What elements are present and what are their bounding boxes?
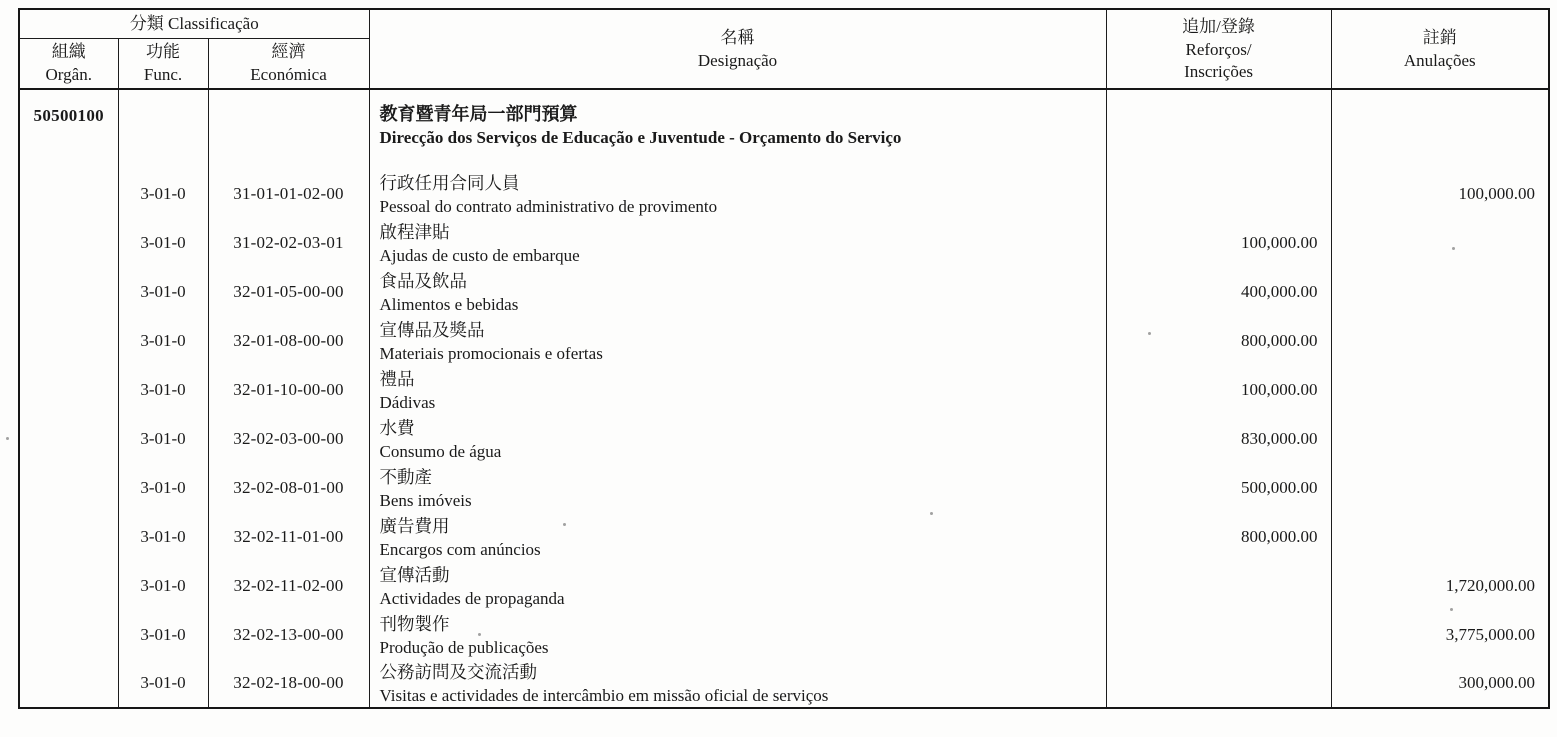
functional-header-zh: 功能 <box>146 42 180 62</box>
budget-table <box>18 8 1550 709</box>
economic-header-zh: 經濟 <box>271 42 306 62</box>
economic-code-cell: 31-01-01-02-00 <box>208 169 369 218</box>
budget-row <box>19 169 1549 218</box>
reinforcements-amount-cell: 800,000.00 <box>1106 512 1331 561</box>
scan-speck <box>478 633 481 636</box>
designation-text-pt: Produção de publicações <box>379 637 549 657</box>
economic-code-cell: 32-02-11-02-00 <box>208 561 369 610</box>
annulments-header-zh: 註銷 <box>1422 28 1457 47</box>
organ-code-cell <box>19 365 118 414</box>
budget-row <box>19 89 1549 169</box>
designation-cell <box>369 463 1106 512</box>
budget-row <box>19 218 1549 267</box>
economic-code-cell: 32-02-03-00-00 <box>208 414 369 463</box>
classification-group-header <box>19 9 369 38</box>
annulments-header-pt: Anulações <box>1403 51 1476 70</box>
annulments-amount-cell: 1,720,000.00 <box>1331 561 1549 610</box>
annulments-amount-cell <box>1331 414 1549 463</box>
scan-speck <box>6 437 9 440</box>
functional-code-cell: 3-01-0 <box>118 512 208 561</box>
designation-text-zh: 刊物製作 <box>379 613 450 634</box>
functional-code-cell: 3-01-0 <box>118 610 208 659</box>
designation-text-pt: Actividades de propaganda <box>379 588 565 608</box>
budget-row <box>19 610 1549 659</box>
functional-code-cell: 3-01-0 <box>118 169 208 218</box>
economic-code-cell: 32-02-11-01-00 <box>208 512 369 561</box>
designation-text-zh: 宣傳品及獎品 <box>379 319 485 340</box>
economic-code-cell: 32-01-08-00-00 <box>208 316 369 365</box>
organ-code-cell <box>19 463 118 512</box>
economic-code-cell: 32-01-05-00-00 <box>208 267 369 316</box>
reinforcements-amount-cell: 500,000.00 <box>1106 463 1331 512</box>
classification-group-label: 分類 Classificação <box>129 14 259 34</box>
functional-code-cell: 3-01-0 <box>118 316 208 365</box>
functional-code-cell: 3-01-0 <box>118 659 208 708</box>
organ-code-cell <box>19 512 118 561</box>
designation-text-zh: 食品及飲品 <box>379 270 468 291</box>
designation-text-zh: 水費 <box>379 417 415 438</box>
budget-row <box>19 316 1549 365</box>
designation-cell <box>369 169 1106 218</box>
annulments-column-header <box>1331 9 1549 89</box>
designation-text-pt: Materiais promocionais e ofertas <box>379 343 603 363</box>
designation-cell <box>369 659 1106 708</box>
scan-speck <box>1148 332 1151 335</box>
designation-text-zh: 公務訪問及交流活動 <box>379 662 538 682</box>
functional-code-cell <box>118 89 208 169</box>
economic-code-cell: 31-02-02-03-01 <box>208 218 369 267</box>
functional-column-header <box>118 38 208 89</box>
organ-code-cell <box>19 561 118 610</box>
designation-text-zh: 不動產 <box>379 466 433 487</box>
designation-cell <box>369 218 1106 267</box>
annulments-amount-cell <box>1331 89 1549 169</box>
reinforcements-amount-cell <box>1106 659 1331 708</box>
economic-code-cell: 32-02-13-00-00 <box>208 610 369 659</box>
budget-row <box>19 267 1549 316</box>
scan-speck <box>1452 247 1455 250</box>
organ-code-cell <box>19 316 118 365</box>
designation-text-zh: 宣傳活動 <box>379 564 450 585</box>
budget-row <box>19 512 1549 561</box>
reinforcements-header-pt-line1: Reforços/ <box>1185 40 1252 59</box>
designation-cell <box>369 512 1106 561</box>
annulments-amount-cell: 300,000.00 <box>1331 659 1549 708</box>
annulments-amount-cell <box>1331 218 1549 267</box>
designation-header-pt: Designação <box>697 51 778 70</box>
reinforcements-header-zh: 追加/登錄 <box>1182 17 1255 36</box>
organ-code-cell: 50500100 <box>19 89 118 169</box>
scan-speck <box>563 523 566 526</box>
functional-code-cell: 3-01-0 <box>118 561 208 610</box>
scan-speck <box>1450 608 1453 611</box>
annulments-amount-cell: 3,775,000.00 <box>1331 610 1549 659</box>
designation-cell <box>369 89 1106 169</box>
designation-column-header <box>369 9 1106 89</box>
organ-code-cell <box>19 610 118 659</box>
organ-header-pt: Orgân. <box>45 65 92 85</box>
reinforcements-amount-cell: 100,000.00 <box>1106 365 1331 414</box>
functional-code-cell: 3-01-0 <box>118 365 208 414</box>
designation-text-pt: Pessoal do contrato administrativo de provimento <box>379 196 718 216</box>
designation-text-pt: Alimentos e bebidas <box>379 294 519 314</box>
functional-code-cell: 3-01-0 <box>118 218 208 267</box>
budget-table-header <box>19 9 1549 89</box>
budget-row <box>19 365 1549 414</box>
organ-code-cell <box>19 218 118 267</box>
economic-code-cell: 32-02-08-01-00 <box>208 463 369 512</box>
designation-text-zh: 廣告費用 <box>379 515 450 536</box>
functional-code-cell: 3-01-0 <box>118 414 208 463</box>
organ-code-cell <box>19 659 118 708</box>
organ-code-cell <box>19 267 118 316</box>
economic-code-cell: 32-02-18-00-00 <box>208 659 369 708</box>
reinforcements-amount-cell: 830,000.00 <box>1106 414 1331 463</box>
annulments-amount-cell <box>1331 365 1549 414</box>
reinforcements-amount-cell <box>1106 561 1331 610</box>
budget-row <box>19 659 1549 708</box>
header-row-classification <box>19 9 1549 38</box>
functional-code-cell: 3-01-0 <box>118 267 208 316</box>
reinforcements-amount-cell: 100,000.00 <box>1106 218 1331 267</box>
budget-row <box>19 561 1549 610</box>
annulments-amount-cell <box>1331 512 1549 561</box>
designation-text-zh: 教育暨青年局一部門預算 <box>379 104 578 124</box>
reinforcements-amount-cell <box>1106 610 1331 659</box>
reinforcements-header-pt-line2: Inscrições <box>1184 62 1253 81</box>
designation-text-pt: Ajudas de custo de embarque <box>379 245 580 265</box>
annulments-amount-cell <box>1331 267 1549 316</box>
budget-row <box>19 414 1549 463</box>
designation-text-zh: 禮品 <box>379 368 415 389</box>
designation-text-pt: Visitas e actividades de intercâmbio em missão oficial de serviços <box>379 686 829 705</box>
economic-header-pt: Económica <box>250 65 327 85</box>
scan-speck <box>930 512 933 515</box>
annulments-amount-cell <box>1331 316 1549 365</box>
reinforcements-amount-cell <box>1106 169 1331 218</box>
functional-code-cell: 3-01-0 <box>118 463 208 512</box>
organ-code-cell <box>19 414 118 463</box>
designation-cell <box>369 365 1106 414</box>
designation-header-zh: 名稱 <box>720 28 755 47</box>
reinforcements-amount-cell <box>1106 89 1331 169</box>
reinforcements-amount-cell: 400,000.00 <box>1106 267 1331 316</box>
designation-text-pt: Encargos com anúncios <box>379 539 541 559</box>
organ-header-zh: 組織 <box>51 42 86 62</box>
annulments-amount-cell: 100,000.00 <box>1331 169 1549 218</box>
economic-code-cell <box>208 89 369 169</box>
designation-cell <box>369 267 1106 316</box>
designation-cell <box>369 414 1106 463</box>
designation-text-pt: Consumo de água <box>379 441 502 461</box>
economic-column-header <box>208 38 369 89</box>
economic-code-cell: 32-01-10-00-00 <box>208 365 369 414</box>
budget-rows <box>19 89 1549 708</box>
annulments-amount-cell <box>1331 463 1549 512</box>
designation-cell <box>369 316 1106 365</box>
organ-code-cell <box>19 169 118 218</box>
designation-cell <box>369 561 1106 610</box>
reinforcements-amount-cell: 800,000.00 <box>1106 316 1331 365</box>
reinforcements-column-header <box>1106 9 1331 89</box>
organ-column-header <box>19 38 118 89</box>
designation-text-pt: Bens imóveis <box>379 490 472 510</box>
designation-text-zh: 啟程津貼 <box>379 221 450 242</box>
designation-text-pt: Dádivas <box>379 392 436 412</box>
budget-row <box>19 463 1549 512</box>
designation-text-zh: 行政任用合同人員 <box>379 172 520 193</box>
designation-text-pt: Direcção dos Serviços de Educação e Juventude - Orçamento do Serviço <box>379 128 902 147</box>
functional-header-pt: Func. <box>143 65 183 85</box>
